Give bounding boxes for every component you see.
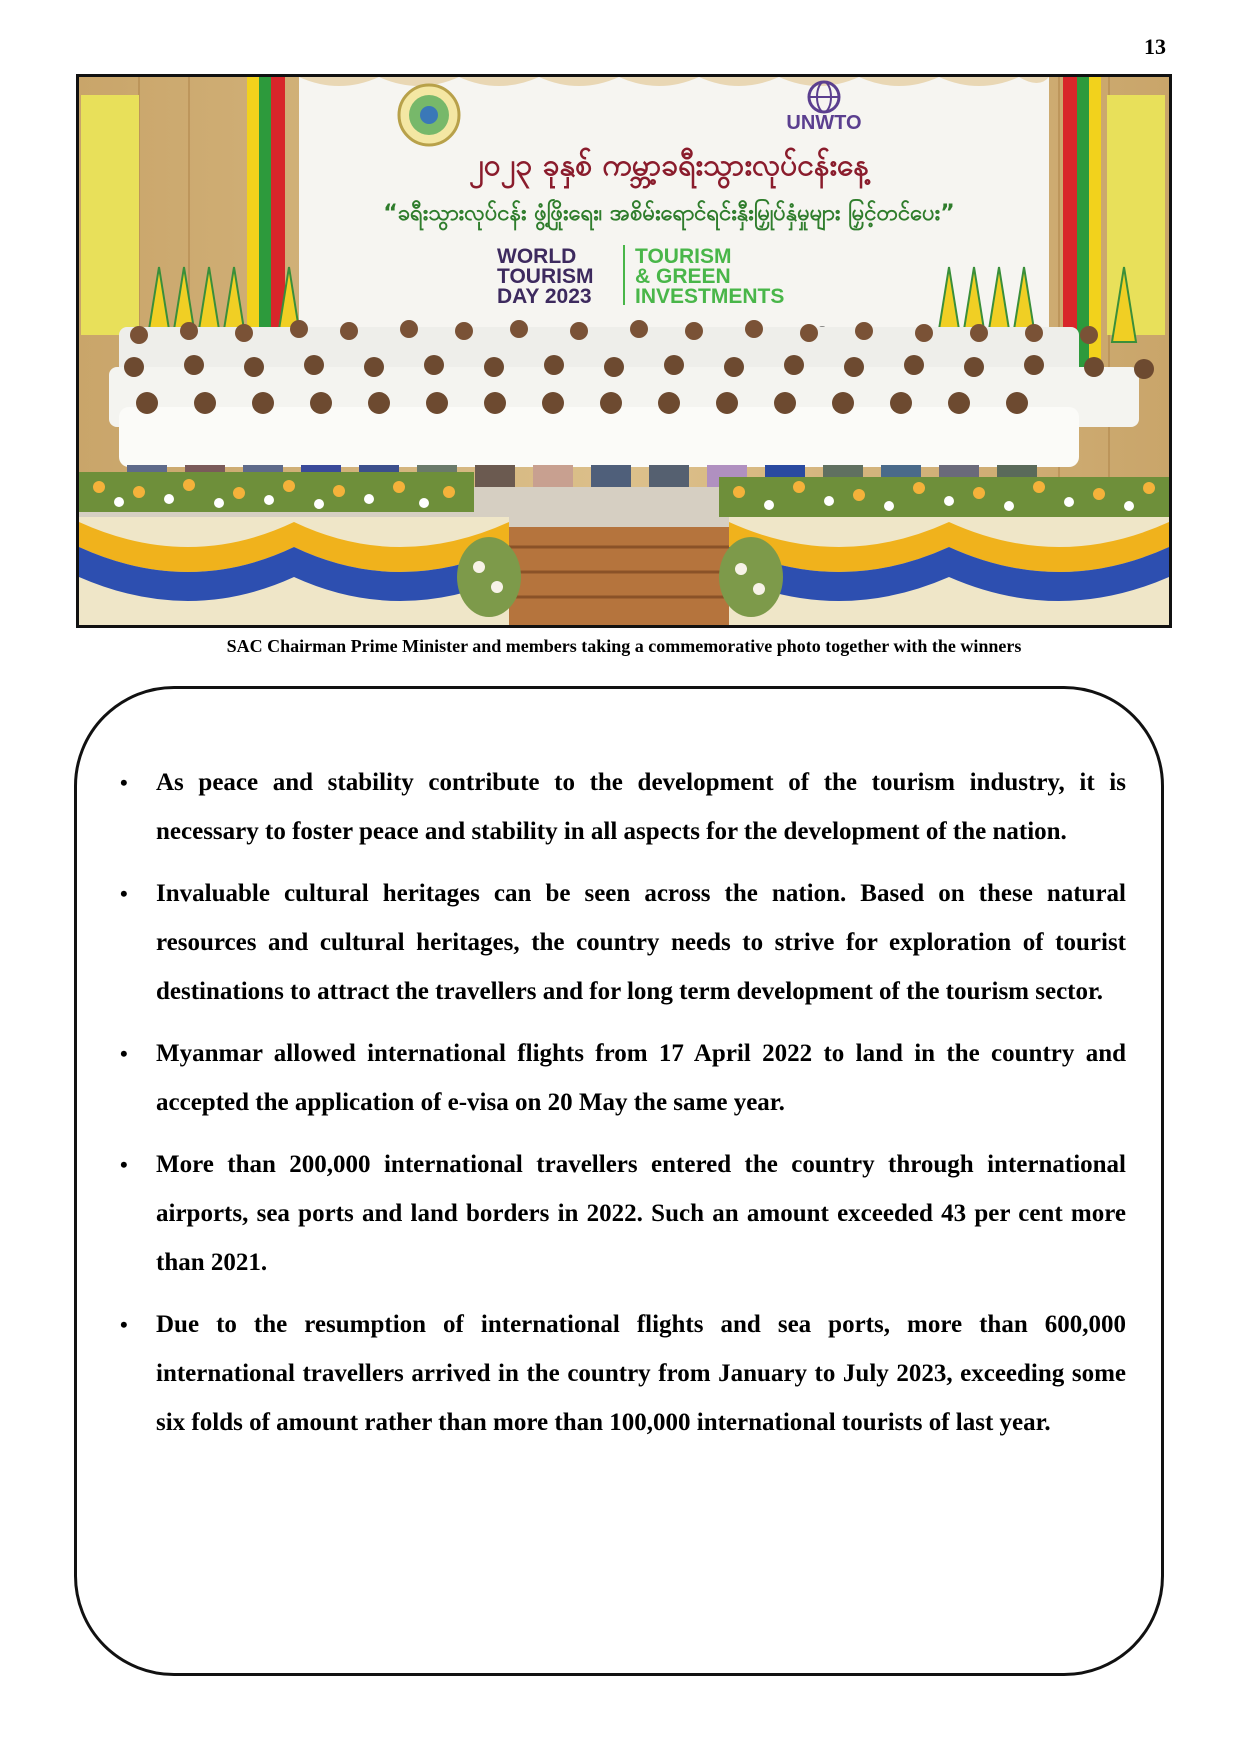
ministry-seal-icon [399,85,459,145]
theme-line-3: INVESTMENTS [635,285,785,308]
page-number: 13 [1144,34,1166,59]
event-line-3: DAY 2023 [497,285,592,308]
bullet-icon: • [120,881,128,906]
burmese-title: ၂၀၂၃ ခုနှစ် ကမ္ဘာ့ခရီးသွားလုပ်ငန်းနေ့ [469,148,869,183]
theme-line-1: TOURISM [635,245,732,268]
bullet-text: As peace and stability contribute to the development of the tourism industry, it is necessary to foster peace and stability in all aspects for the development of the nation. [156,769,1126,845]
group-photo [76,74,1172,628]
bullet-icon: • [120,1312,128,1337]
right-wall-panel [1107,95,1165,335]
list-item [120,1300,1126,1447]
theme-line-2: & GREEN [635,265,731,288]
bullet-text: Due to the resumption of international flights and sea ports, more than 600,000 international travellers arrived in the country from January to July 2023, exceeding some six folds of amount rather than more than 100,000 international tourists of last year. [156,1311,1126,1436]
list-item [120,1140,1126,1287]
bullet-icon: • [120,1041,128,1066]
list-item [120,1029,1126,1127]
left-wall-panel [81,95,139,335]
event-line-1: WORLD [497,245,577,268]
photo-caption: SAC Chairman Prime Minister and members taking a commemorative photo together with the winners [226,636,1022,656]
unwto-label: UNWTO [786,112,862,134]
bullet-text: Myanmar allowed international flights from 17 April 2022 to land in the country and accepted the application of e-visa on 20 May the same year. [156,1040,1126,1116]
list-item [120,869,1126,1016]
bullet-text: More than 200,000 international travellers entered the country through international airports, sea ports and land borders in 2022. Such an amount exceeded 43 per cent more than 2021. [156,1151,1126,1276]
bullet-icon: • [120,770,128,795]
event-line-2: TOURISM [497,265,594,288]
burmese-slogan: “ခရီးသွားလုပ်ငန်း ဖွံ့ဖြိုးရေး၊ အစိမ်းရောင်ရင်းနှီးမြှုပ်နှံမှုများ မြှင့်တင်ပေး” [383,201,955,226]
list-item [120,758,1126,856]
bullet-text: Invaluable cultural heritages can be seen across the nation. Based on these natural resources and cultural heritages, the country needs to strive for exploration of tourist destinations to attract the travellers and for long term development of the tourism sector. [156,880,1126,1005]
bullet-icon: • [120,1152,128,1177]
bullet-list [120,758,1126,1460]
